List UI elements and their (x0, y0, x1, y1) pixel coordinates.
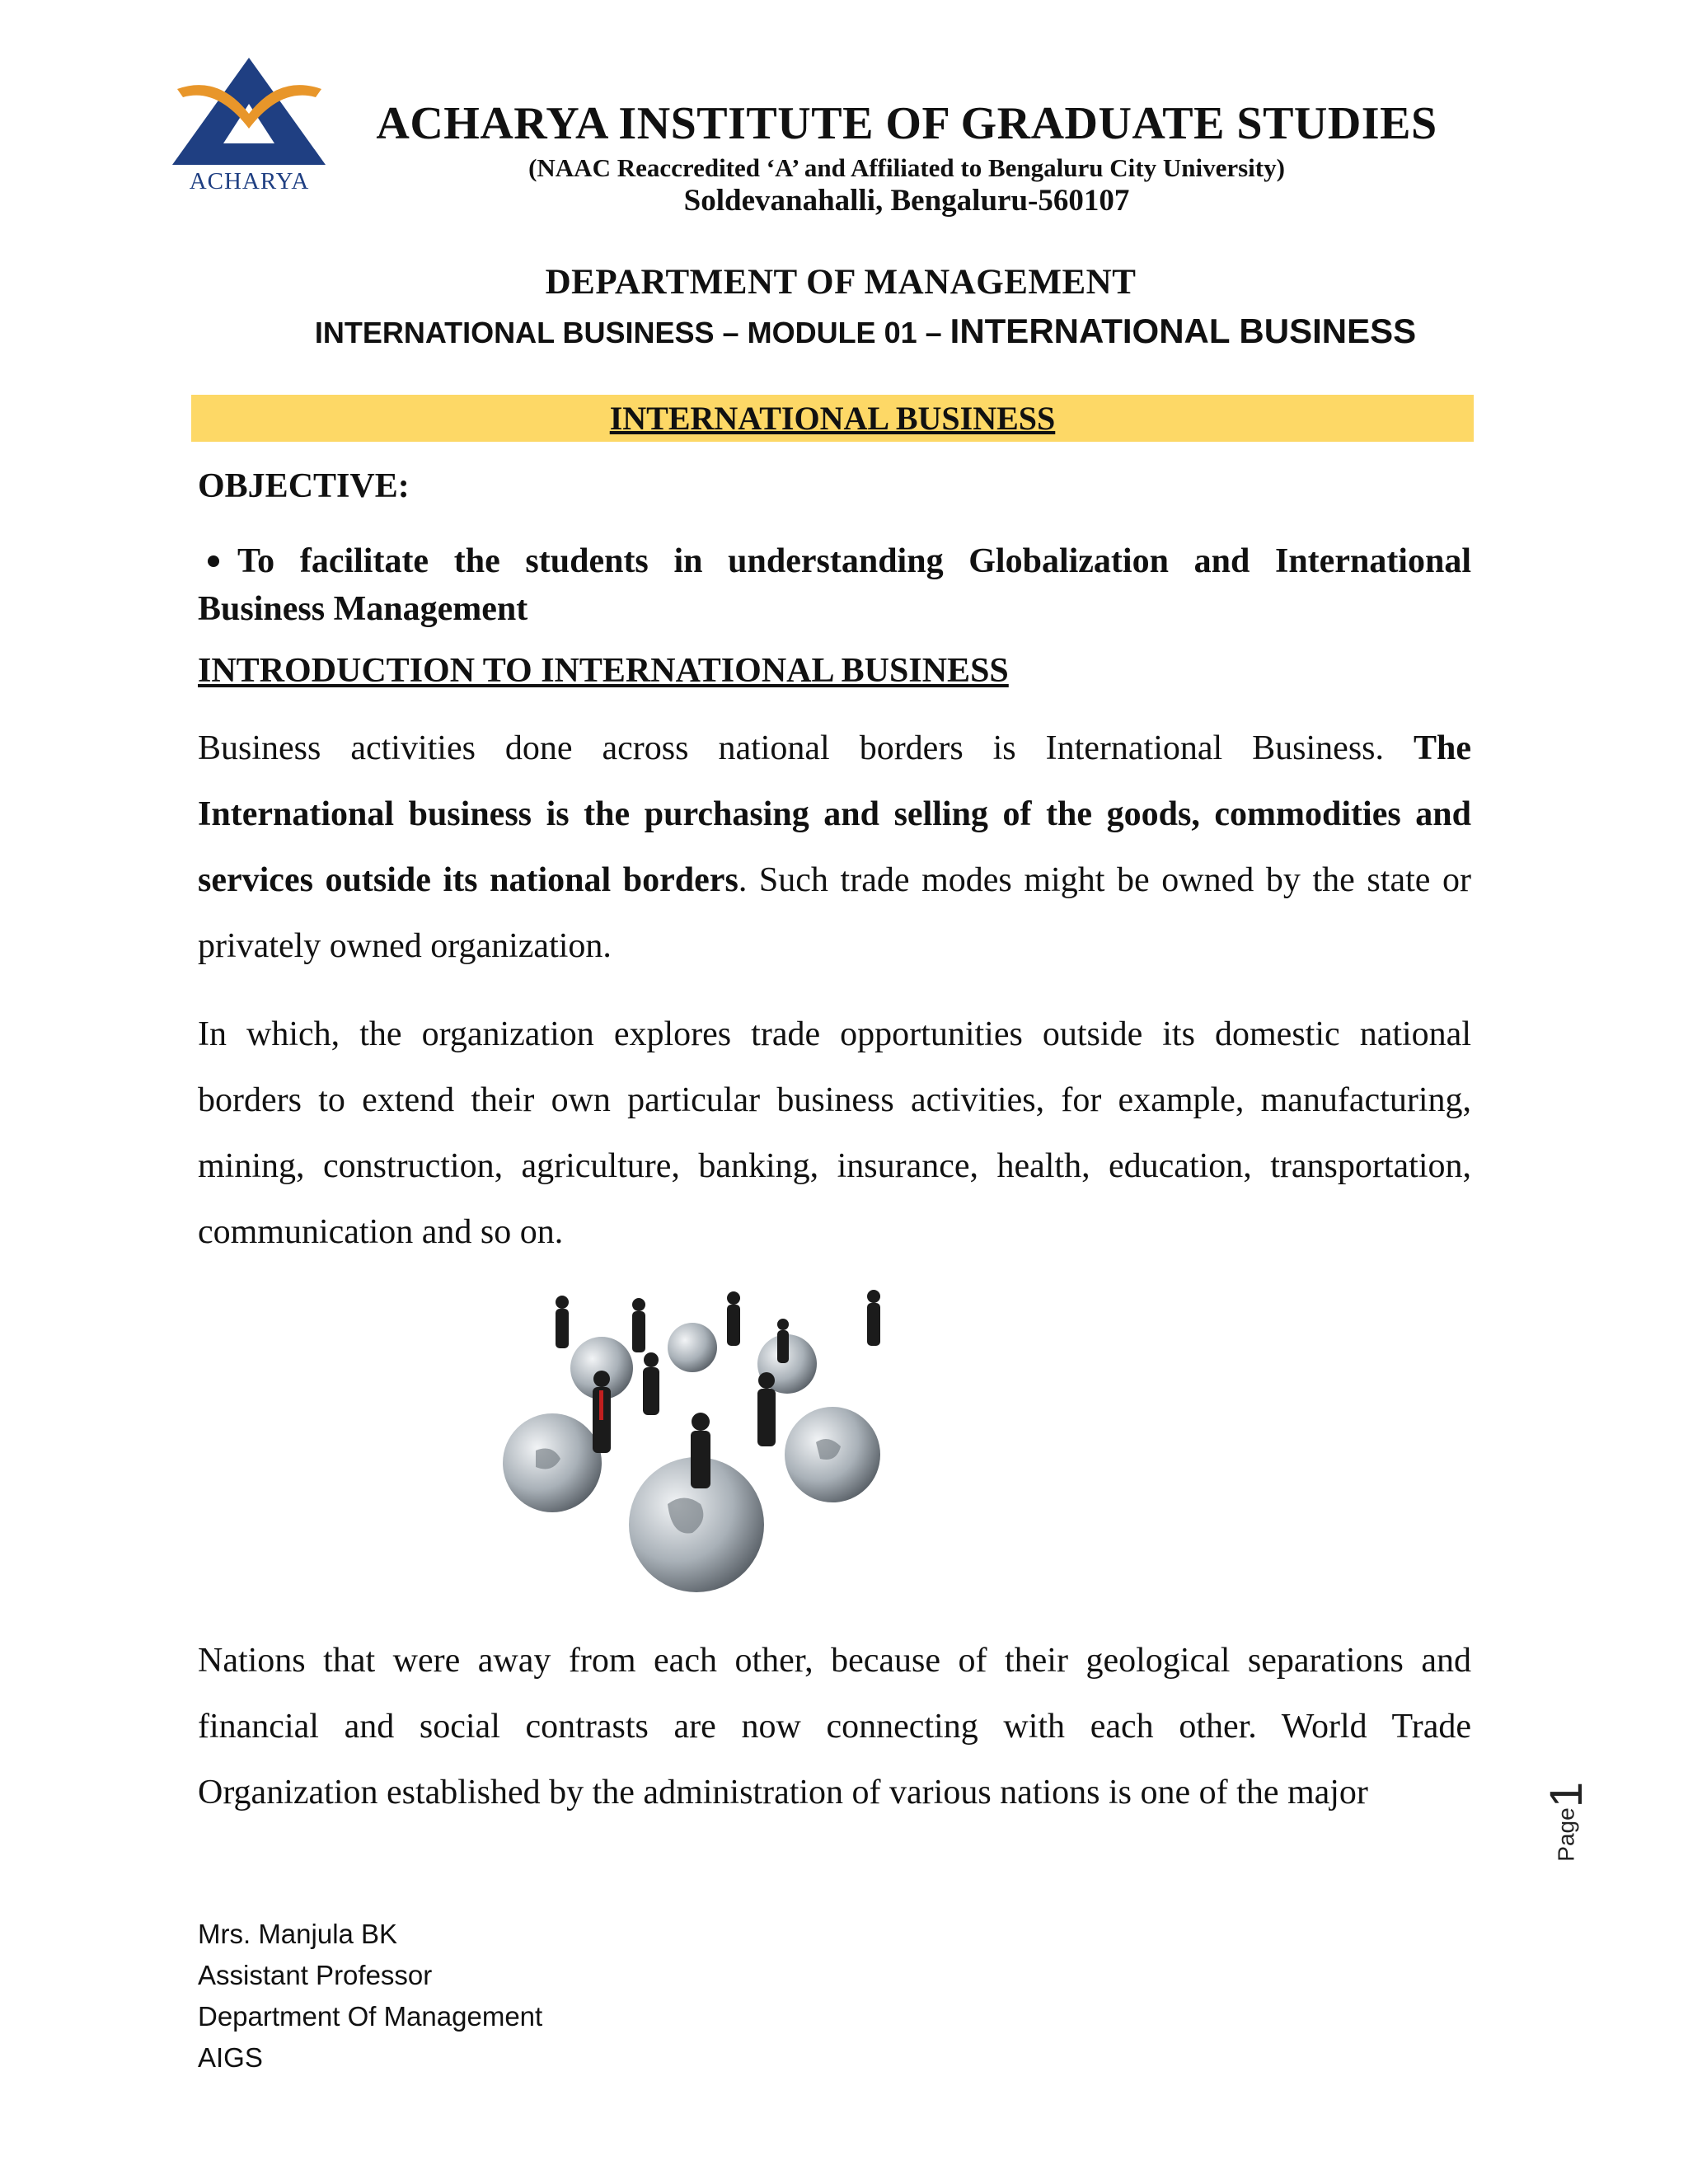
institute-address: Soldevanahalli, Bengaluru-560107 (683, 184, 1130, 218)
module-line-emphasis: INTERNATIONAL BUSINESS (950, 312, 1417, 350)
introduction-paragraph-1 (198, 715, 1471, 979)
page-number-marker (1540, 1764, 1607, 1871)
module-line (165, 312, 1566, 351)
bullet-icon (208, 555, 219, 567)
footer-name: Mrs. Manjula BK (198, 1919, 398, 1949)
department-title: DEPARTMENT OF MANAGEMENT (545, 263, 1137, 302)
footer-department: Department Of Management (198, 2001, 543, 2032)
footer-org: AIGS (198, 2042, 263, 2073)
accreditation-line: (NAAC Reaccredited ‘A’ and Affiliated to Bengaluru City University) (528, 153, 1285, 182)
page-label: Page (1553, 1807, 1579, 1862)
objective-bullet (198, 537, 1471, 633)
page-number: 1 (1540, 1781, 1592, 1808)
para1-rest: . Such trade modes might be owned by the state or privately owned organization. (198, 861, 1472, 965)
footer-author-block (198, 1914, 542, 2079)
para1-bold: The International business is the purchasing and selling of the goods, commodities and services outside its national borders (198, 729, 1471, 899)
business-people-on-globes-image (495, 1282, 907, 1603)
footer-designation: Assistant Professor (198, 1960, 433, 1990)
introduction-paragraph-2: In which, the organization explores trade opportunities outside its domestic national borders to extend their own particular business activities, for example, manufacturing, mining, construction, agriculture, banking, insurance, health, education, transportation, communication and so on. (198, 1015, 1471, 1251)
banner-title: INTERNATIONAL BUSINESS (609, 400, 1056, 437)
institute-name: ACHARYA INSTITUTE OF GRADUATE STUDIES (376, 98, 1437, 149)
objective-bullet-text: To facilitate the students in understanding Globalization and International Business Management (198, 542, 1471, 628)
module-line-prefix: INTERNATIONAL BUSINESS – MODULE 01 – (314, 316, 950, 349)
logo-text: ACHARYA (189, 168, 310, 194)
introduction-heading: INTRODUCTION TO INTERNATIONAL BUSINESS (198, 652, 1009, 690)
introduction-paragraph-3: Nations that were away from each other, because of their geological separations and financial and social contrasts are now connecting with each other. World Trade Organization established by the administration of various nations is one of the major (198, 1642, 1471, 1811)
para1-intro: Business activities done across national borders is International Business. (198, 729, 1414, 767)
objective-heading: OBJECTIVE: (198, 467, 410, 505)
